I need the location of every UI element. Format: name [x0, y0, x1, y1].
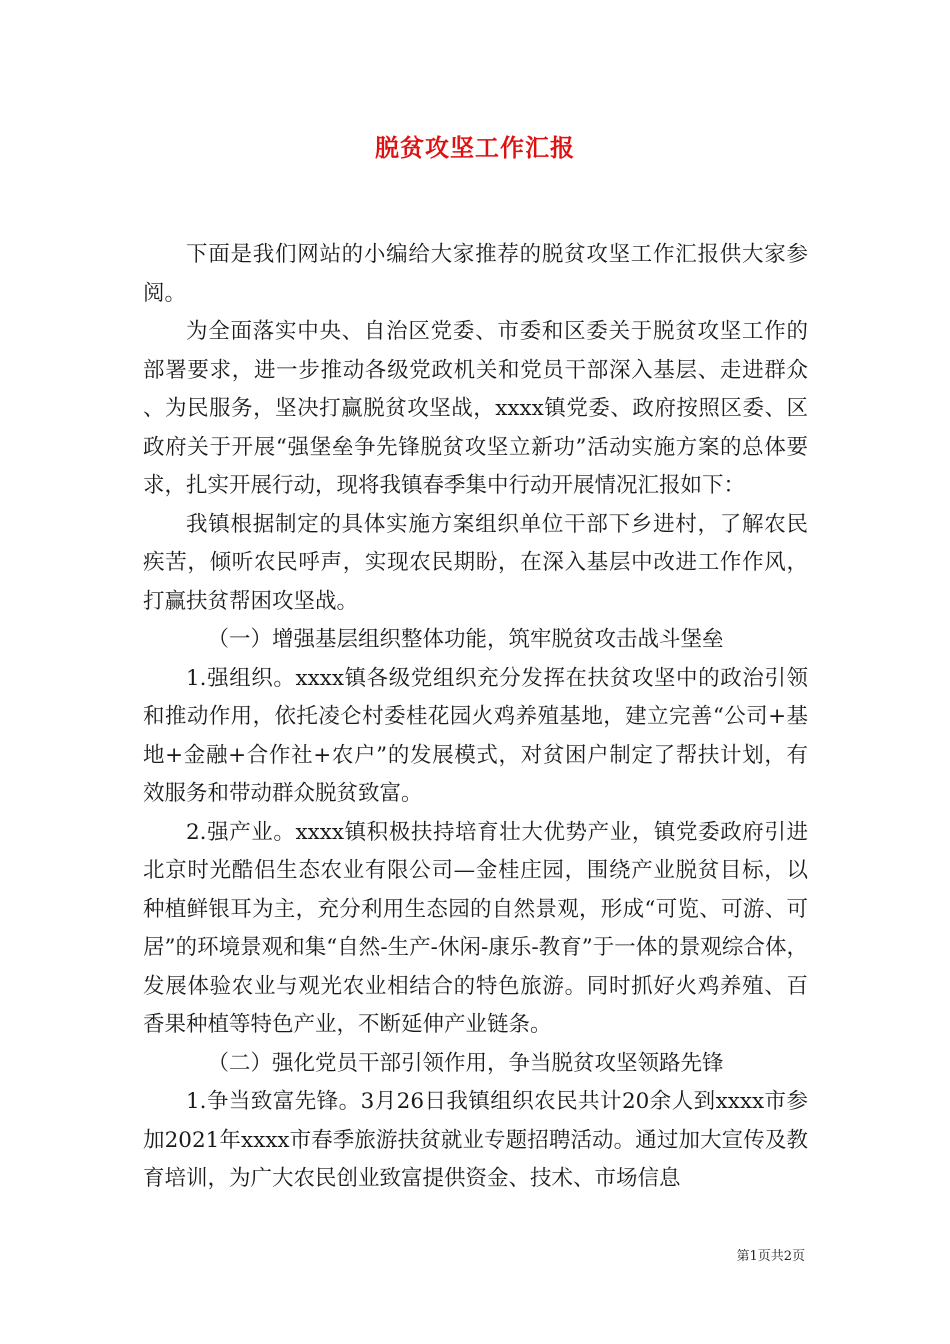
paragraph-overview: 为全面落实中央、自治区党委、市委和区委关于脱贫攻坚工作的部署要求，进一步推动各级党政机关和党员干部深入基层、走进群众、为民服务，坚决打赢脱贫攻坚战，xxxx镇党委、政府按照区委、区政府关于开展“强堡垒争先锋脱贫攻坚立新功”活动实施方案的总体要求，扎实开展行动，现将我镇春季集中行动开展情况汇报如下：	[143, 319, 808, 498]
paragraph-industry: 2.强产业。xxxx镇积极扶持培育壮大优势产业，镇党委政府引进北京时光酷侣生态农业有限公司—金桂庄园，围绕产业脱贫目标，以种植鲜银耳为主，充分利用生态园的自然景观，形成“可览、可游、可居”的环境景观和集“自然-生产-休闲-康乐-教育”于一体的景观综合体，发展体验农业与观光农业相结合的特色旅游。同时抓好火鸡养殖、百香果种植等特色产业，不断延伸产业链条。	[143, 819, 808, 1037]
paragraph-organization: 1.强组织。xxxx镇各级党组织充分发挥在扶贫攻坚中的政治引领和推动作用，依托凌仑村委桂花园火鸡养殖基地，建立完善“公司+基地+金融+合作社+农户”的发展模式，对贫困户制定了帮扶计划，有效服务和带动群众脱贫致富。	[143, 665, 808, 806]
paragraph-intro: 下面是我们网站的小编给大家推荐的脱贫攻坚工作汇报供大家参阅。	[143, 242, 808, 306]
section-heading-1: （一）增强基层组织整体功能，筑牢脱贫攻击战斗堡垒	[207, 627, 724, 652]
paragraph-approach: 我镇根据制定的具体实施方案组织单位干部下乡进村，了解农民疾苦，倾听农民呼声，实现农民期盼，在深入基层中改进工作作风，打赢扶贫帮困攻坚战。	[143, 511, 808, 614]
paragraph-pioneer: 1.争当致富先锋。3月26日我镇组织农民共计20余人到xxxx市参加2021年xxxx市春季旅游扶贫就业专题招聘活动。通过加大宣传及教育培训，为广大农民创业致富提供资金、技术、市场信息	[143, 1089, 808, 1191]
page-number: 第1页共2页	[736, 1249, 805, 1264]
section-heading-2: （二）强化党员干部引领作用，争当脱贫攻坚领路先锋	[207, 1050, 724, 1076]
document-title: 脱贫攻坚工作汇报	[375, 133, 575, 162]
document-body	[143, 236, 808, 1199]
